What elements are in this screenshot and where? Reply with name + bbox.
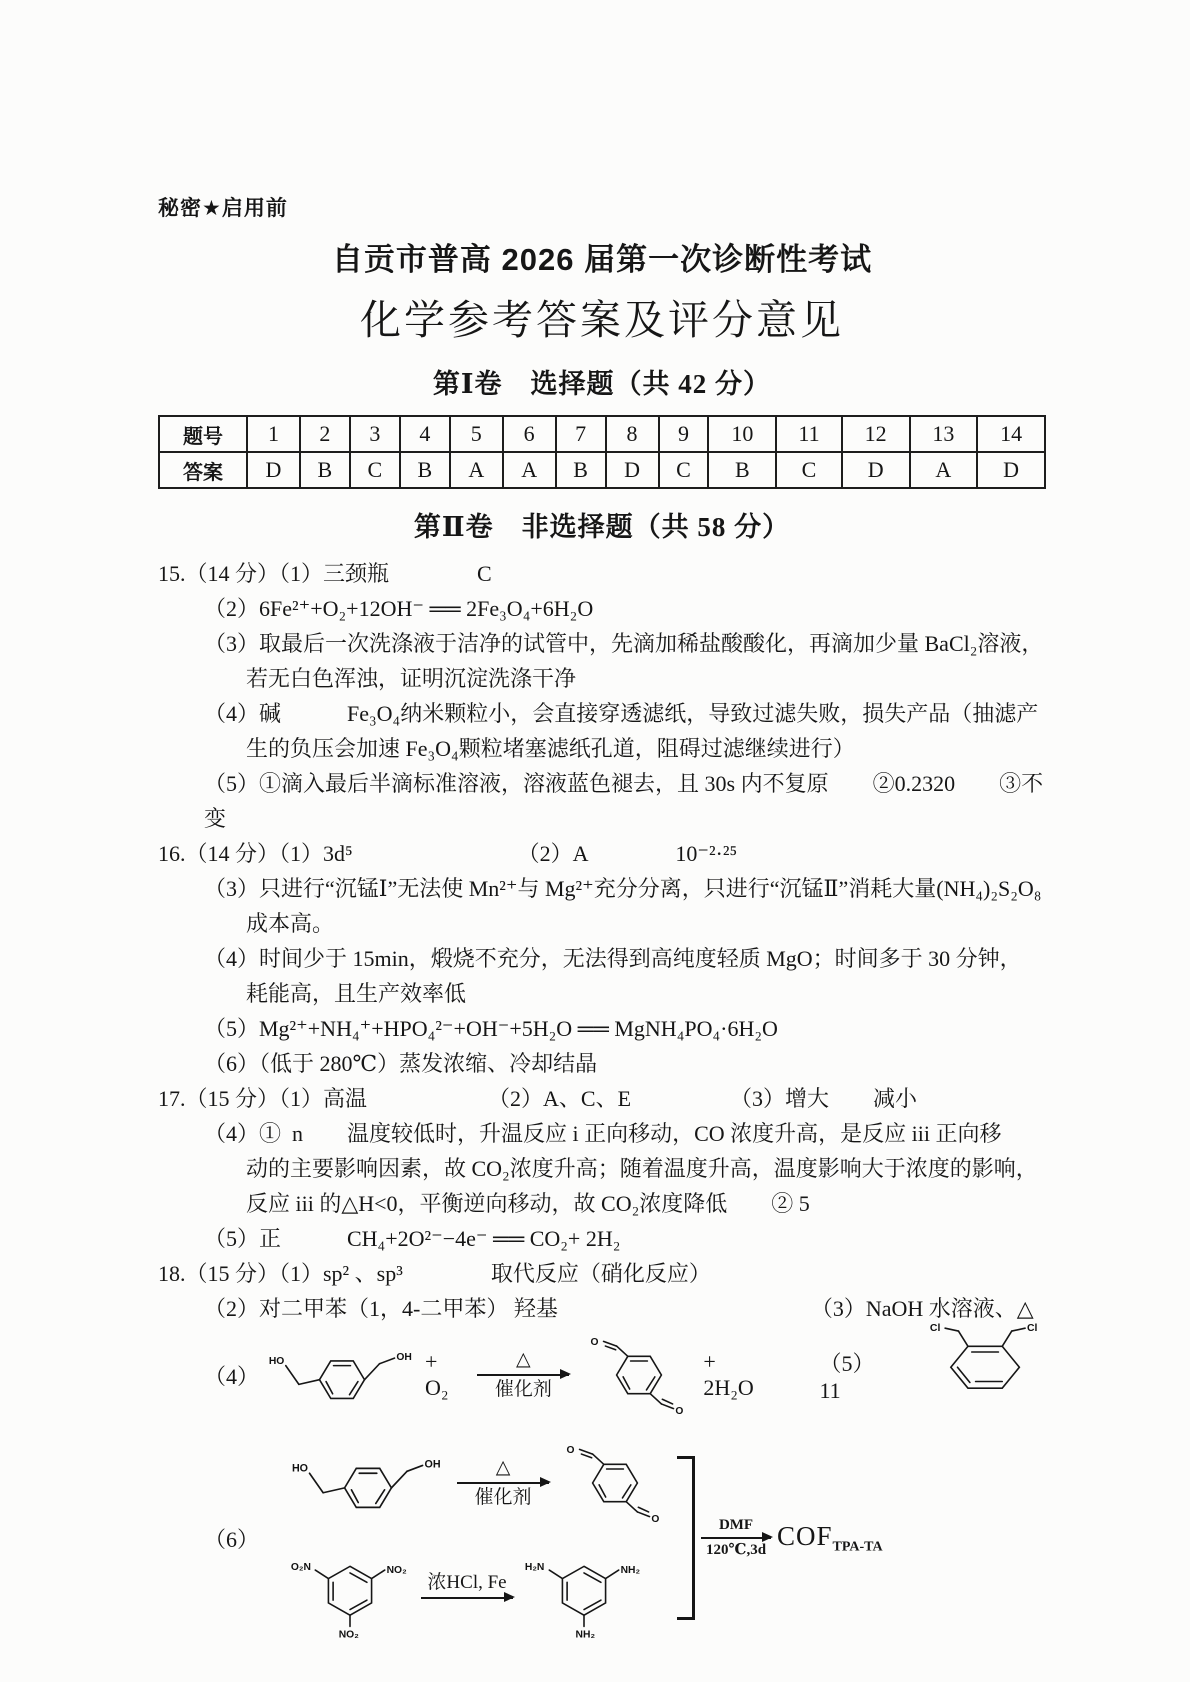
classification-label: 秘密★启用前 xyxy=(158,197,288,220)
answer-line: 若无白色浑浊，证明沉淀洗涤干净 xyxy=(246,666,577,691)
question-number-cell: 10 xyxy=(708,416,776,452)
question-number-cell: 4 xyxy=(400,416,450,452)
answer-cell: B xyxy=(300,452,350,488)
answer-cell: D xyxy=(842,452,910,488)
answer-line: 成本高。 xyxy=(246,911,335,936)
answer-key-subtitle: 化学参考答案及评分意见 xyxy=(360,297,844,343)
arrow-icon xyxy=(477,1374,569,1376)
answer-line: （3）取最后一次洗涤液于洁净的试管中，先滴加稀盐酸酸化，再滴加少量 BaCl₂溶液， xyxy=(204,631,1044,656)
cof-product xyxy=(777,1521,883,1555)
temperature-time-label: 120℃,3d xyxy=(705,1542,767,1559)
arrow-icon xyxy=(701,1537,771,1539)
trinitrobenzene-structure xyxy=(289,1534,411,1640)
answer-lines xyxy=(158,556,1046,1326)
answer-cell: A xyxy=(450,452,503,488)
scheme-top-reaction xyxy=(289,1436,671,1530)
answer-line: 16.（14 分）（1）3d⁵ （2）A 10⁻²·²⁵ xyxy=(158,841,738,866)
q18-part4-reaction xyxy=(204,1323,1046,1422)
ortho-bis-chloromethyl-benzene-structure xyxy=(928,1308,1046,1396)
answer-cell: B xyxy=(708,452,776,488)
nitro-group-label: NO₂ xyxy=(338,1629,359,1640)
catalyst-label: 催化剂 xyxy=(474,1487,532,1509)
terephthalaldehyde-structure xyxy=(559,1436,671,1530)
question-number-cell: 14 xyxy=(977,416,1045,452)
delta-symbol: △ xyxy=(516,1348,531,1370)
reduction-arrow xyxy=(421,1572,513,1602)
dmf-label: DMF xyxy=(718,1516,754,1533)
answer-line: 耗能高，且生产效率低 xyxy=(246,981,467,1006)
combining-bracket xyxy=(677,1456,695,1620)
cof-product-subscript: TPA-TA xyxy=(832,1539,883,1555)
question-number-cell: 12 xyxy=(842,416,910,452)
scheme-bottom-reaction xyxy=(289,1534,671,1640)
answer-cell: A xyxy=(503,452,556,488)
hydroxyl-label: HO xyxy=(291,1462,309,1475)
answer-cell: D xyxy=(606,452,659,488)
amino-group-label: NH₂ xyxy=(620,1564,641,1576)
q18-part4-label: （4） xyxy=(204,1363,260,1389)
answer-line: 18.（15 分）（1）sp² 、sp³ 取代反应（硝化反应） xyxy=(158,1261,711,1286)
answer-line: （2）对二甲苯（1，4-二甲苯） 羟基 （3）NaOH 水溶液、△ xyxy=(204,1296,1034,1321)
answer-line: （4）时间少于 15min，煅烧不充分，无法得到高纯度轻质 MgO；时间多于 30 分钟， xyxy=(204,946,1022,971)
plus-water: + 2H₂O xyxy=(703,1349,754,1400)
delta-symbol: △ xyxy=(495,1456,511,1478)
carbonyl-oxygen-label: O xyxy=(675,1406,684,1418)
answer-line: 反应 iii 的△H<0，平衡逆向移动，故 CO₂浓度降低 ② 5 xyxy=(246,1191,810,1216)
carbonyl-oxygen-label: O xyxy=(590,1337,599,1349)
answer-line: （6）（低于 280℃）蒸发浓缩、冷却结晶 xyxy=(204,1051,598,1076)
answer-cell: A xyxy=(910,452,978,488)
triaminobenzene-structure xyxy=(523,1534,645,1640)
amino-group-label: NH₂ xyxy=(575,1629,596,1640)
carbonyl-oxygen-label: O xyxy=(566,1445,575,1457)
hcl-fe-label: 浓HCl, Fe xyxy=(427,1571,507,1593)
question-number-cell: 5 xyxy=(450,416,503,452)
answer-line: （5）Mg²⁺+NH₄⁺+HPO₄²⁻+OH⁻+5H₂O ══ MgNH₄PO₄·6H₂O xyxy=(204,1016,778,1041)
question-number-cell: 9 xyxy=(659,416,709,452)
question-number-cell: 1 xyxy=(247,416,300,452)
q18-part6-label: （6） xyxy=(204,1526,260,1552)
plus-oxygen: + O₂ xyxy=(425,1349,449,1400)
answer-cell: C xyxy=(659,452,709,488)
question-number-cell: 3 xyxy=(350,416,400,452)
arrow-icon xyxy=(421,1597,513,1599)
terephthalaldehyde-structure xyxy=(583,1328,695,1422)
scheme-reactions-column xyxy=(289,1436,671,1640)
arrow-icon xyxy=(457,1482,549,1484)
table-row-question-numbers xyxy=(159,416,1045,452)
q18-part5-answer: （5）11 xyxy=(819,1350,875,1403)
multiple-choice-answer-table xyxy=(158,415,1046,489)
reaction-arrow-catalyst xyxy=(477,1349,569,1401)
row-header: 题号 xyxy=(159,416,247,452)
hydroxyl-label: HO xyxy=(268,1355,285,1367)
answer-cell: C xyxy=(350,452,400,488)
answer-line: （5）①滴入最后半滴标准溶液，溶液蓝色褪去，且 30s 内不复原 ②0.2320 ③不变 xyxy=(204,771,1044,831)
question-number-cell: 8 xyxy=(606,416,659,452)
question-number-cell: 6 xyxy=(503,416,556,452)
answer-cell: D xyxy=(247,452,300,488)
reaction-arrow-catalyst xyxy=(457,1457,549,1509)
answer-line: （4）碱 Fe₃O₄纳米颗粒小，会直接穿透滤纸，导致过滤失败，损失产品（抽滤产 xyxy=(204,701,1039,726)
exam-title: 自贡市普高 2026 届第一次诊断性考试 xyxy=(331,242,873,277)
question-number-cell: 13 xyxy=(910,416,978,452)
q18-part6-scheme xyxy=(204,1436,1046,1640)
chlorine-label: Cl xyxy=(929,1323,941,1335)
answer-cell: C xyxy=(776,452,842,488)
answer-line: 动的主要影响因素，故 CO₂浓度升高；随着温度升高，温度影响大于浓度的影响， xyxy=(246,1156,1038,1181)
amino-group-label: H₂N xyxy=(524,1562,545,1574)
dmf-condition-arrow xyxy=(701,1517,771,1560)
answer-line: 15.（14 分）（1）三颈瓶 C xyxy=(158,561,492,586)
answer-line: （4）① n 温度较低时，升温反应 i 正向移动，CO 浓度升高，是反应 iii 正向移 xyxy=(204,1121,1002,1146)
question-number-cell: 2 xyxy=(300,416,350,452)
catalyst-label: 催化剂 xyxy=(494,1379,552,1401)
question-number-cell: 11 xyxy=(776,416,842,452)
question-number-cell: 7 xyxy=(556,416,606,452)
hydroxyl-label: OH xyxy=(424,1458,441,1471)
table-row-answers xyxy=(159,452,1045,488)
row-header: 答案 xyxy=(159,452,247,488)
answer-cell: B xyxy=(556,452,606,488)
answer-cell: B xyxy=(400,452,450,488)
page-content xyxy=(158,192,1046,1640)
answer-line: （5）正 CH₄+2O²⁻−4e⁻ ══ CO₂+ 2H₂ xyxy=(204,1226,621,1251)
para-xylylene-glycol-structure xyxy=(267,1337,417,1413)
section2-heading: 第Ⅱ卷 非选择题（共 58 分） xyxy=(413,512,791,542)
nitro-group-label: O₂N xyxy=(290,1562,311,1574)
answer-line: 17.（15 分）（1）高温 （2）A、C、E （3）增大 减小 xyxy=(158,1086,918,1111)
answer-line: （3）只进行“沉锰Ⅰ”无法使 Mn²⁺与 Mg²⁺充分分离，只进行“沉锰Ⅱ”消耗大量(NH₄)₂S₂O₈ xyxy=(204,876,1042,901)
cof-product-main: COF xyxy=(777,1520,833,1551)
answer-line: （2）6Fe²⁺+O₂+12OH⁻ ══ 2Fe₃O₄+6H₂O xyxy=(204,596,594,621)
hydroxyl-label: OH xyxy=(396,1352,412,1363)
chlorine-label: Cl xyxy=(1026,1323,1038,1335)
answer-cell: D xyxy=(977,452,1045,488)
carbonyl-oxygen-label: O xyxy=(651,1514,660,1526)
answer-line: 生的负压会加速 Fe₃O₄颗粒堵塞滤纸孔道，阻碍过滤继续进行） xyxy=(246,736,855,761)
nitro-group-label: NO₂ xyxy=(386,1564,407,1576)
para-xylylene-glycol-structure xyxy=(289,1444,447,1522)
section1-heading: 第Ⅰ卷 选择题（共 42 分） xyxy=(432,369,772,399)
